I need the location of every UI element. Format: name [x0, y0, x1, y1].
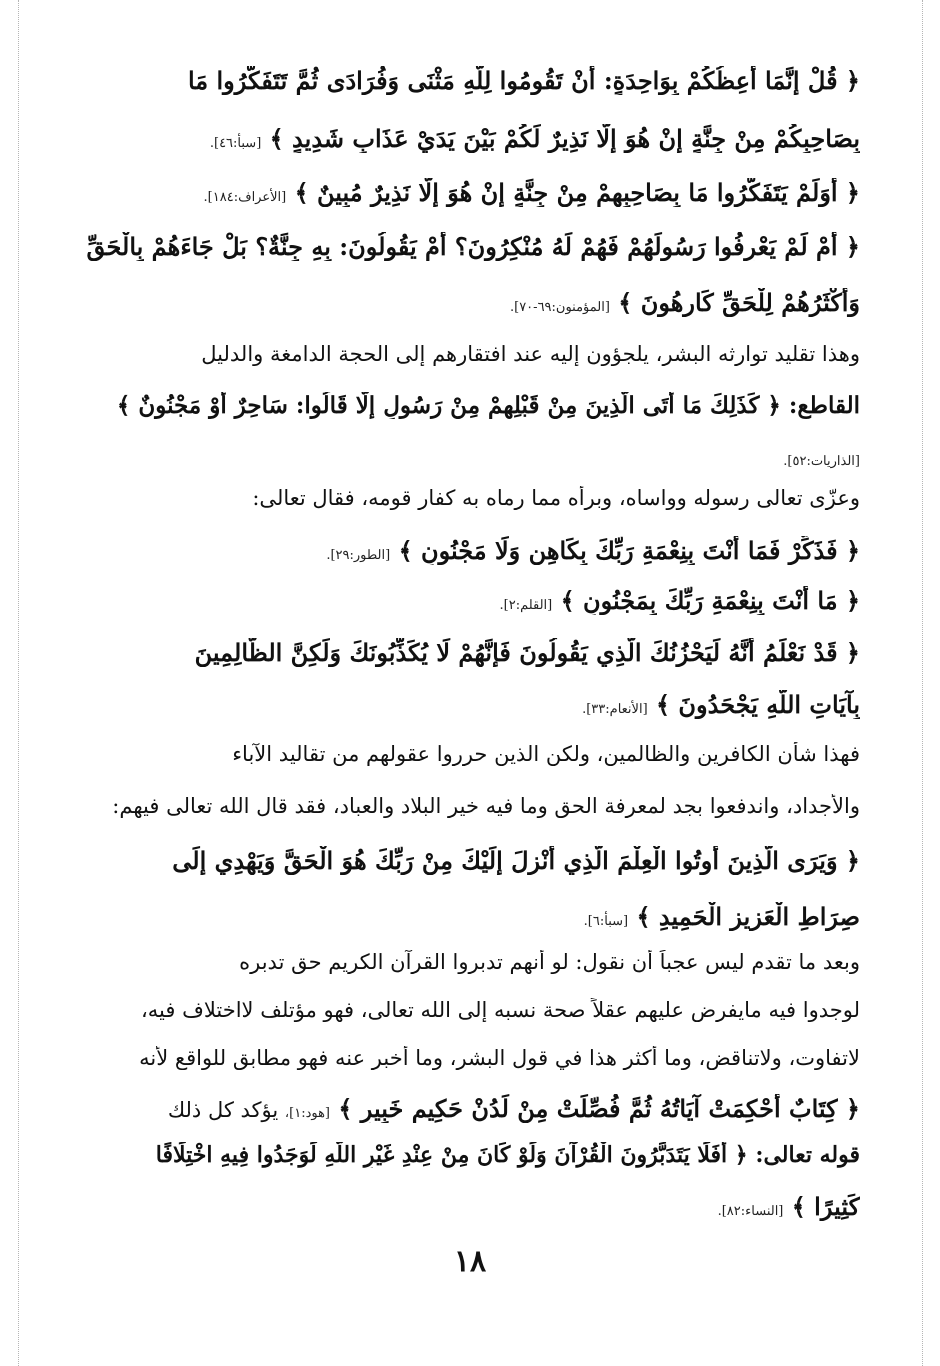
- text-line: لاتفاوت، ولاتناقض، وما أكثر هذا في قول البشر، وما أخبر عنه فهو مطابق للواقع لأنه: [139, 1046, 860, 1070]
- text-line: [الذاريات:٥٢].: [783, 454, 860, 469]
- text-line: ﴿ مَا أَنْتَ بِنِعْمَةِ رَبِّكَ بِمَجْنُونٍ ﴾ [القلم:٢].: [499, 586, 860, 615]
- text-line: ﴿ أَوَلَمْ يَتَفَكَّرُوا مَا بِصَاحِبِهِمْ مِنْ جِنَّةٍ إِنْ هُوَ إِلَّا نَذِيرٌ مُبِينٌ ﴾ [الأعراف:١٨٤].: [203, 178, 860, 207]
- text-line: ﴿ وَيَرَى الَّذِينَ أُوتُوا الْعِلْمَ الَّذِي أُنْزِلَ إِلَيْكَ مِنْ رَبِّكَ هُوَ الْحَقَّ وَيَهْدِي إِلَى: [172, 846, 860, 875]
- text-line: قوله تعالى: ﴿ أَفَلَا يَتَدَبَّرُونَ الْقُرْآنَ وَلَوْ كَانَ مِنْ عِنْدِ غَيْرِ اللَّهِ لَوَجَدُوا فِيهِ اخْتِلَافًا: [155, 1142, 860, 1168]
- text-line: كَثِيرًا ﴾ [النساء:٨٢].: [717, 1192, 860, 1221]
- text-line: القاطع: ﴿ كَذَلِكَ مَا أَتَى الَّذِينَ مِنْ قَبْلِهِمْ مِنْ رَسُولٍ إِلَّا قَالُوا: سَاحِرٌ أَوْ مَجْنُونٌ ﴾: [116, 392, 860, 419]
- page-number: ١٨: [453, 1244, 487, 1279]
- text-line: ﴿ كِتَابٌ أُحْكِمَتْ آيَاتُهُ ثُمَّ فُصِّلَتْ مِنْ لَدُنْ حَكِيمٍ خَبِيرٍ ﴾ [هود:١]، يؤكد كل ذلك: [167, 1094, 860, 1123]
- text-line: فهذا شأن الكافرين والظالمين، ولكن الذين حرروا عقولهم من تقاليد الآباء: [232, 742, 860, 766]
- text-line: ﴿ قُلْ إِنَّمَا أَعِظُكُمْ بِوَاحِدَةٍ: أَنْ تَقُومُوا لِلَّهِ مَثْنَى وَفُرَادَى ثُمَّ تَتَفَكَّرُوا مَا: [187, 66, 860, 95]
- text-line: لوجدوا فيه مايفرض عليهم عقلاً صحة نسبه إلى الله تعالى، فهو مؤتلف لااختلاف فيه،: [141, 998, 860, 1022]
- text-line: بِصَاحِبِكُمْ مِنْ جِنَّةٍ إِنْ هُوَ إِلَّا نَذِيرٌ لَكُمْ بَيْنَ يَدَيْ عَذَابٍ شَدِيدٍ ﴾ [سبأ:٤٦].: [209, 124, 860, 153]
- text-line: ﴿ قَدْ نَعْلَمُ أَنَّهُ لَيَحْزُنُكَ الَّذِي يَقُولُونَ فَإِنَّهُمْ لَا يُكَذِّبُونَكَ وَلَكِنَّ الظَّالِمِينَ: [194, 638, 860, 667]
- gutter-guide-right: [922, 0, 923, 1366]
- text-line: وهذا تقليد توارثه البشر، يلجؤون إليه عند افتقارهم إلى الحجة الدامغة والدليل: [201, 342, 860, 366]
- text-line: والأجداد، واندفعوا بجد لمعرفة الحق وما فيه خير البلاد والعباد، فقد قال الله تعالى فيهم:: [112, 794, 860, 818]
- text-line: وبعد ما تقدم ليس عجباً أن نقول: لو أنهم تدبروا القرآن الكريم حق تدبره: [239, 950, 860, 974]
- gutter-guide-left: [18, 0, 19, 1366]
- text-line: ﴿ فَذَكِّرْ فَمَا أَنْتَ بِنِعْمَةِ رَبِّكَ بِكَاهِنٍ وَلَا مَجْنُونٍ ﴾ [الطور:٢٩].: [326, 536, 860, 565]
- text-line: وعزّى تعالى رسوله وواساه، وبرأه مما رماه به كفار قومه، فقال تعالى:: [252, 486, 860, 510]
- text-line: بِآيَاتِ اللَّهِ يَجْحَدُونَ ﴾ [الأنعام:٣٣].: [582, 690, 860, 719]
- text-line: صِرَاطِ الْعَزِيزِ الْحَمِيدِ ﴾ [سبأ:٦].: [583, 902, 860, 931]
- text-line: ﴿ أَمْ لَمْ يَعْرِفُوا رَسُولَهُمْ فَهُمْ لَهُ مُنْكِرُونَ؟ أَمْ يَقُولُونَ: بِهِ جِنَّةٌ؟ بَلْ جَاءَهُمْ بِالْحَقِّ: [86, 232, 860, 261]
- text-line: وَأَكْثَرُهُمْ لِلْحَقِّ كَارِهُونَ ﴾ [المؤمنون:٦٩-٧٠].: [509, 288, 860, 317]
